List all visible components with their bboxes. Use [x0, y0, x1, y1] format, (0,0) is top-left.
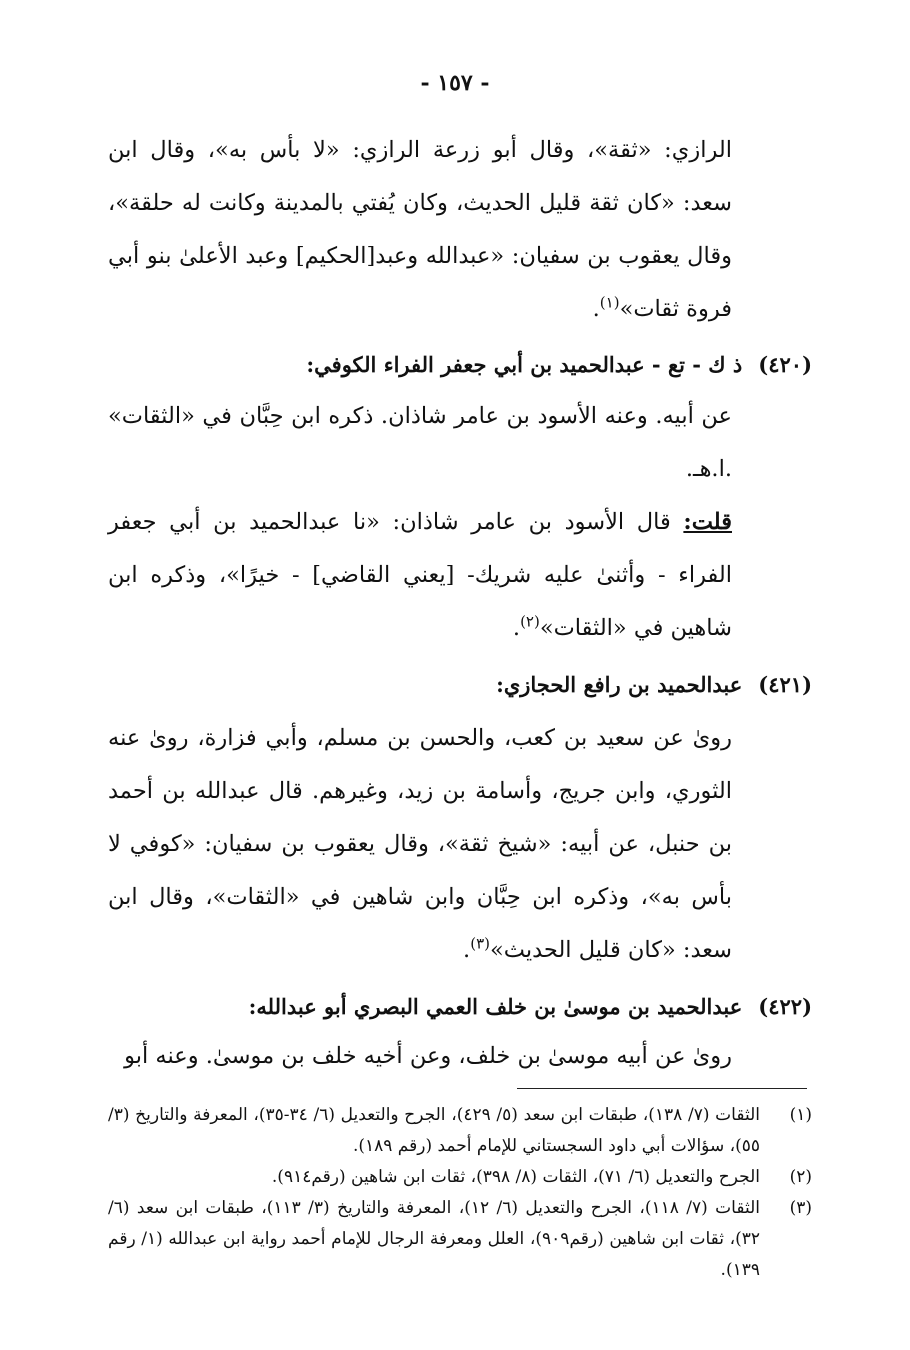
- footnote-divider: [517, 1088, 807, 1089]
- intro-paragraph: الرازي: «ثقة»، وقال أبو زرعة الرازي: «لا بأس به»، وقال ابن سعد: «كان ثقة قليل الحديث، وكان يُفتي بالمدينة وكانت له حلقة»، وقال يعقوب بن سفيان: «عبدالله وعبد[الحكيم] وعبد الأعلىٰ بنو أبي فروة ثقات»$^{(١)}$.: [108, 137, 732, 322]
- footnote-marker: (٢): [789, 1167, 812, 1187]
- entry-heading-422: [108, 994, 812, 1019]
- footnote-ref: (٢): [520, 612, 540, 631]
- footnote-ref: (١): [599, 293, 620, 312]
- page-number: - ١٥٧ -: [420, 70, 490, 96]
- entry-title: عبدالحميد بن رافع الحجازي:: [496, 672, 743, 697]
- entry-paragraph: [108, 1030, 732, 1083]
- footnote-text: الجرح والتعديل (٦/ ٧١)، الثقات (٨/ ٣٩٨)، ثقات ابن شاهين (رقم٩١٤).: [271, 1167, 760, 1187]
- entry-text: روىٰ عن أبيه موسىٰ بن خلف، وعن أخيه خلف بن موسىٰ. وعنه أبو: [124, 1043, 732, 1069]
- entry-number: (٤٢٠): [758, 352, 812, 377]
- entry-text: روىٰ عن سعيد بن كعب، والحسن بن مسلم، وأبي فزارة، روىٰ عنه الثوري، وابن جريج، وأسامة بن زيد، وغيرهم. قال عبدالله بن أحمد بن حنبل، عن أبيه: «شيخ ثقة»، وقال يعقوب بن سفيان: «كوفي لا بأس به»، وذكره ابن حِبَّان وابن شاهين في «الثقات»، وقال ابن سعد: «كان قليل الحديث»: [108, 725, 732, 963]
- footnote-text: الثقات (٧/ ١٣٨)، طبقات ابن سعد (٥/ ٤٢٩)، الجرح والتعديل (٦/ ٣٤-٣٥)، المعرفة والتاريخ (٣/ ٥٥)، سؤالات أبي داود السجستاني للإمام أحمد (رقم ١٨٩).: [108, 1105, 760, 1156]
- footnote: [108, 1162, 812, 1193]
- footnote-marker: (٣): [789, 1198, 812, 1218]
- entry-number: (٤٢٢): [758, 994, 812, 1019]
- footnote: [108, 1193, 812, 1286]
- qultu-label: قلت:: [683, 509, 732, 535]
- footnote-ref: (٣): [470, 934, 490, 953]
- entry-paragraph: [108, 390, 732, 496]
- footnote-text: الثقات (٧/ ١١٨)، الجرح والتعديل (٦/ ١٢)، المعرفة والتاريخ (٣/ ١١٣)، طبقات ابن سعد (٦/ ٣٢)، ثقات ابن شاهين (رقم٩٠٩)، العلل ومعرفة الرجال للإمام أحمد رواية ابن عبدالله (١/ رقم ١٣٩).: [108, 1198, 761, 1280]
- footnotes: [108, 1100, 812, 1286]
- entry-text: قال الأسود بن عامر شاذان: «نا عبدالحميد بن أبي جعفر الفراء - وأثنىٰ عليه شريك- [يعني القاضي] - خيرًا»، وذكره ابن شاهين في «الثقات»: [108, 509, 732, 641]
- entry-heading-420: [108, 352, 812, 377]
- entry-title: ذ ك - تع - عبدالحميد بن أبي جعفر الفراء الكوفي:: [306, 352, 743, 377]
- entry-text: عن أبيه. وعنه الأسود بن عامر شاذان. ذكره ابن حِبَّان في «الثقات» .ا.هـ.: [108, 403, 732, 482]
- footnote: [108, 1100, 812, 1162]
- entry-number: (٤٢١): [758, 672, 812, 697]
- footnote-marker: (١): [789, 1105, 812, 1125]
- intro-text: الرازي: «ثقة»، وقال أبو زرعة الرازي: «لا بأس به»، وقال ابن سعد: «كان ثقة قليل الحديث، وكان يُفتي بالمدينة وكانت له حلقة»، وقال يعقوب بن سفيان: «عبدالله وعبد[الحكيم] وعبد الأعلىٰ بنو أبي فروة ثقات»: [108, 137, 732, 322]
- entry-title: عبدالحميد بن موسىٰ بن خلف العمي البصري أبو عبدالله:: [248, 994, 743, 1019]
- entry-heading-421: [108, 672, 812, 697]
- entry-paragraph: روىٰ عن سعيد بن كعب، والحسن بن مسلم، وأبي فزارة، روىٰ عنه الثوري، وابن جريج، وأسامة بن زيد، وغيرهم. قال عبدالله بن أحمد بن حنبل، عن أبيه: «شيخ ثقة»، وقال يعقوب بن سفيان: «كوفي لا بأس به»، وذكره ابن حِبَّان وابن شاهين في «الثقات»، وقال ابن سعد: «كان قليل الحديث»$^{(٣)}$.: [108, 725, 732, 963]
- qultu-paragraph: قلت: قال الأسود بن عامر شاذان: «نا عبدالحميد بن أبي جعفر الفراء - وأثنىٰ عليه شريك- [يعني القاضي] - خيرًا»، وذكره ابن شاهين في «الثقات»$^{(٢)}$.: [108, 509, 732, 641]
